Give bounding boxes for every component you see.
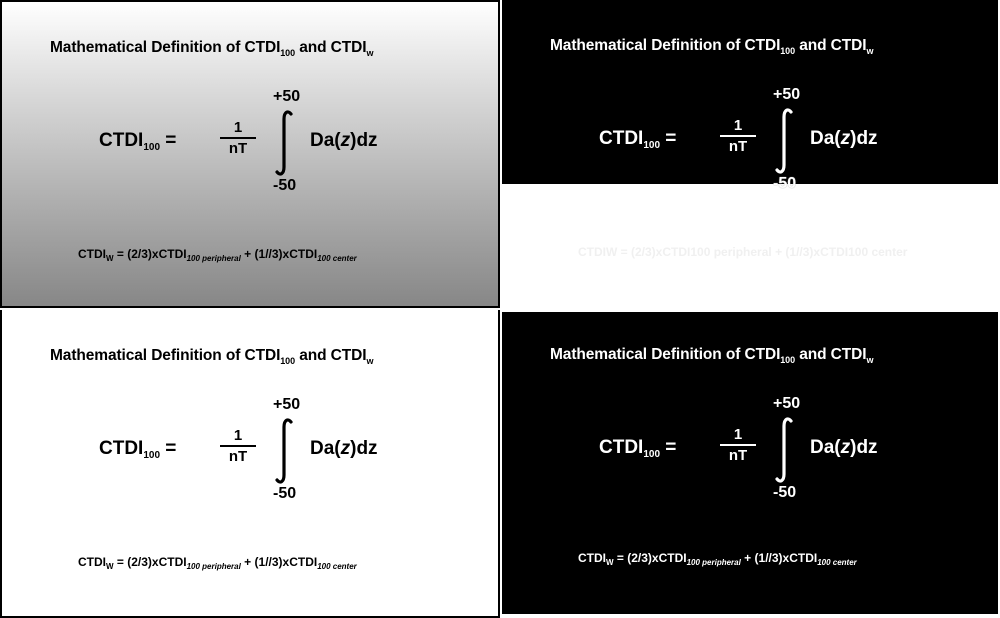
fraction [718, 117, 758, 157]
integral-sign-icon [774, 108, 794, 174]
integral-upper-limit: +50 [773, 86, 801, 103]
integral-sign-icon [274, 110, 294, 176]
ctdiw-formula-faded: CTDIW = (2/3)xCTDI100 peripheral + (1//3)xCTDI100 center [578, 245, 908, 259]
slide-panel-threshold [502, 0, 998, 308]
integrand: Da(z)dz [810, 437, 878, 458]
slide-title: Mathematical Definition of $CTDI_{100}$ and $CTDI_w$ [50, 39, 374, 58]
fraction [218, 427, 258, 467]
slide-panel-gradient [0, 0, 500, 308]
fraction-numerator: 1 [233, 119, 243, 136]
integral-lower-limit: -50 [773, 484, 797, 501]
fraction-numerator: 1 [233, 427, 243, 444]
integral-lower-limit: -50 [773, 175, 797, 192]
ctdi100-label: $CTDI_{100}$ = [599, 437, 677, 460]
ctdi100-label: $CTDI_{100}$ = [99, 130, 177, 153]
fraction-denominator: nT [228, 448, 248, 465]
slide-title: Mathematical Definition of $CTDI_{100}$ and $CTDI_w$ [50, 347, 374, 366]
fraction-numerator: 1 [733, 117, 743, 134]
ctdi100-label: $CTDI_{100}$ = [99, 438, 177, 461]
fraction-denominator: nT [728, 138, 748, 155]
integral-upper-limit: +50 [273, 396, 301, 413]
integral-upper-limit: +50 [273, 88, 301, 105]
integrand: Da(z)dz [310, 438, 378, 459]
slide-panel-black [502, 312, 998, 614]
fraction-numerator: 1 [733, 426, 743, 443]
ctdiw-formula: $CTDI_W$ = (2/3)xCTDI$_{100 peripheral}$ + (1//3)xCTDI$_{100 center}$ [78, 555, 357, 571]
fraction [718, 426, 758, 466]
integral-lower-limit: -50 [273, 177, 297, 194]
slide-title: Mathematical Definition of $CTDI_{100}$ and $CTDI_w$ [550, 346, 874, 365]
slide-title: Mathematical Definition of $CTDI_{100}$ and $CTDI_w$ [550, 37, 874, 56]
integrand: Da(z)dz [810, 128, 878, 149]
ctdiw-formula: $CTDI_W$ = (2/3)xCTDI$_{100 peripheral}$ + (1//3)xCTDI$_{100 center}$ [578, 551, 857, 567]
ctdi100-label: $CTDI_{100}$ = [599, 128, 677, 151]
integral-sign-icon [774, 417, 794, 483]
ctdiw-formula: $CTDI_W$ = (2/3)xCTDI$_{100 peripheral}$ + (1//3)xCTDI$_{100 center}$ [78, 247, 357, 263]
integrand: Da(z)dz [310, 130, 378, 151]
integral-sign-icon [274, 418, 294, 484]
fraction-denominator: nT [228, 140, 248, 157]
fraction [218, 119, 258, 159]
fraction-denominator: nT [728, 447, 748, 464]
slide-panel-white [0, 310, 500, 618]
integral-lower-limit: -50 [273, 485, 297, 502]
integral-upper-limit: +50 [773, 395, 801, 412]
